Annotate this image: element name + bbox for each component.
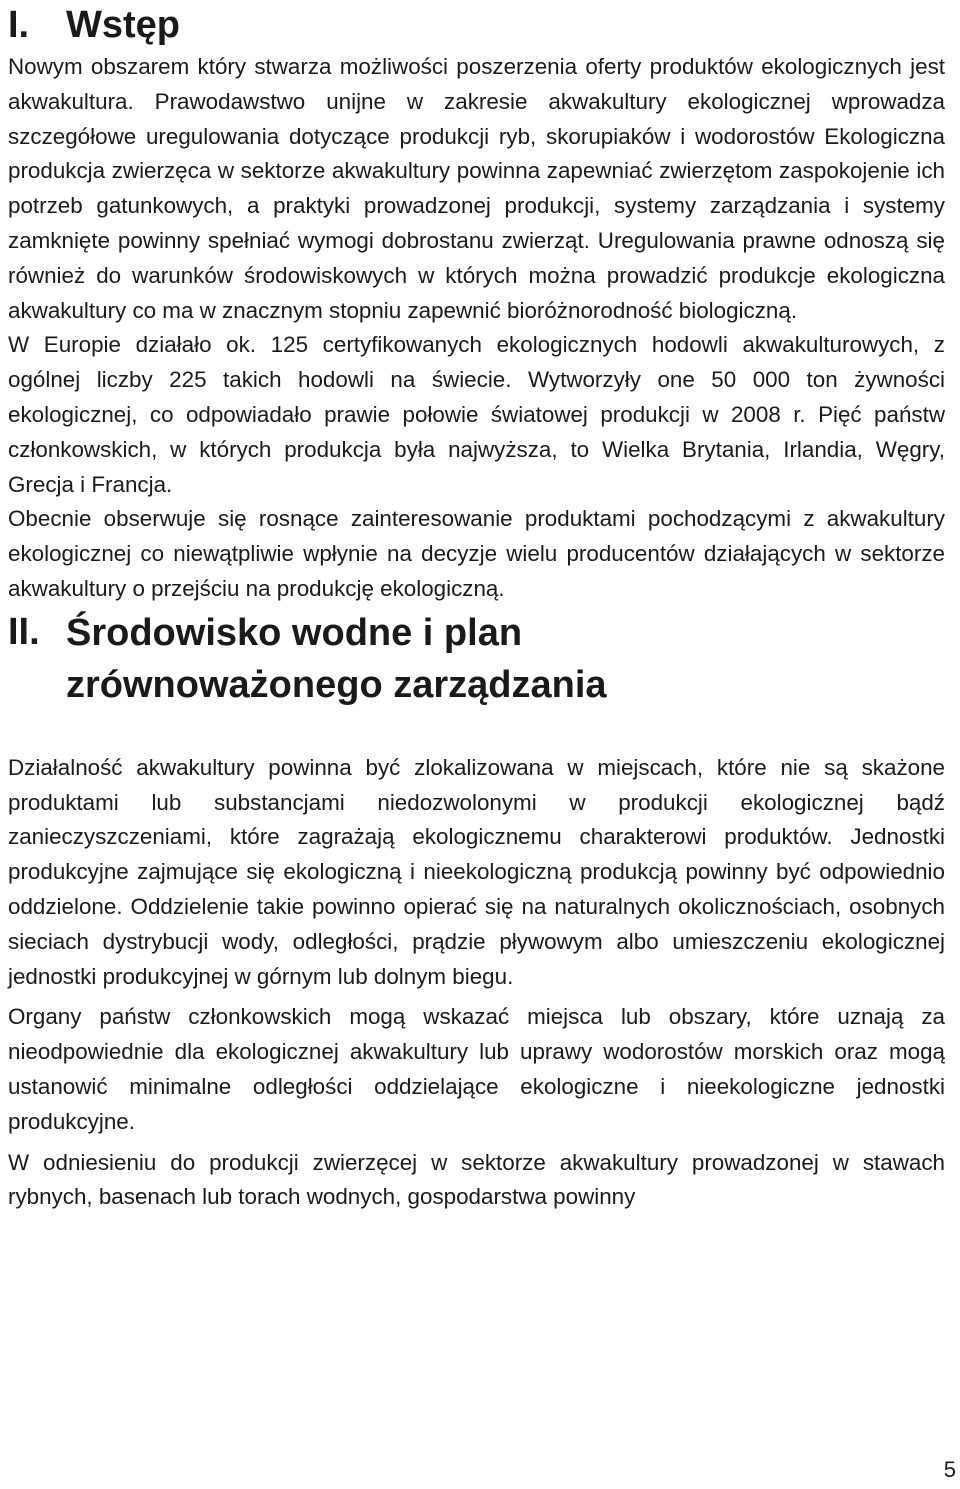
section-heading — [8, 607, 945, 711]
paragraph: Działalność akwakultury powinna być zlokalizowana w miejscach, które nie są skażone produktami lub substancjami niedozwolonymi w produkcji ekologicznej bądź zanieczyszczeniami, które zagrażają ekologicznemu charakterowi produktów. Jednostki produkcyjne zajmujące się ekologiczną i nieekologiczną produkcją powinny być odpowiednio oddzielone. Oddzielenie takie powinno opierać się na naturalnych okolicznościach, osobnych sieciach dystrybucji wody, odległości, prądzie pływowym albo umieszczeniu ekologicznej jednostki produkcyjnej w górnym lub dolnym biegu. — [8, 754, 945, 989]
paragraph: Organy państw członkowskich mogą wskazać miejsca lub obszary, które uznają za nieodpowiednie dla ekologicznej akwakultury lub uprawy wodorostów morskich oraz mogą ustanowić minimalne odległości oddzielające ekologiczne i nieekologiczne jednostki produkcyjne. — [8, 1004, 945, 1134]
section-title-line: zrównoważonego zarządzania — [66, 663, 607, 706]
paragraph: W odniesieniu do produkcji zwierzęcej w sektorze akwakultury prowadzonej w stawach rybnych, basenach lub torach wodnych, gospodarstwa powinny — [8, 1149, 945, 1210]
section-srodowisko-wodne — [8, 607, 945, 1215]
paragraph: Obecnie obserwuje się rosnące zainteresowanie produktami pochodzącymi z akwakultury ekologicznej co niewątpliwie wpłynie na decyzje wielu producentów działających w sektorze akwakultury o przejściu na produkcję ekologiczną. — [8, 506, 945, 601]
page-number: 5 — [943, 1457, 956, 1482]
paragraph: Nowym obszarem który stwarza możliwości poszerzenia oferty produktów ekologicznych jest akwakultura. Prawodawstwo unijne w zakresie akwakultury ekologicznej wprowadza szczegółowe uregulowania dotyczące produkcji ryb, skorupiaków i wodorostów Ekologiczna produkcja zwierzęca w sektorze akwakultury powinna zapewniać zwierzętom zaspokojenie ich potrzeb gatunkowych, a praktyki prowadzonej produkcji, systemy zarządzania i systemy zamknięte powinny spełniać wymogi dobrostanu zwierząt. Uregulowania prawne odnoszą się również do warunków środowiskowych w których można prowadzić produkcje ekologiczna akwakultury co ma w znacznym stopniu zapewnić bioróżnorodność biologiczną. — [8, 54, 945, 323]
section-title: Wstęp — [66, 4, 180, 46]
section-number: I. — [8, 4, 30, 46]
section-number: II. — [8, 610, 40, 653]
section-title — [66, 607, 945, 711]
section-title-line: Środowisko wodne i plan — [66, 611, 523, 654]
document-page — [8, 0, 945, 1215]
section-wstep — [8, 0, 945, 607]
paragraph: W Europie działało ok. 125 certyfikowanych ekologicznych hodowli akwakulturowych, z ogólnej liczby 225 takich hodowli na świecie. Wytworzyły one 50 000 ton żywności ekologicznej, co odpowiadało prawie połowie światowej produkcji w 2008 r. Pięć państw członkowskich, w których produkcja była najwyższa, to Wielka Brytania, Irlandia, Węgry, Grecja i Francja. — [8, 332, 945, 497]
section-heading — [8, 0, 945, 50]
